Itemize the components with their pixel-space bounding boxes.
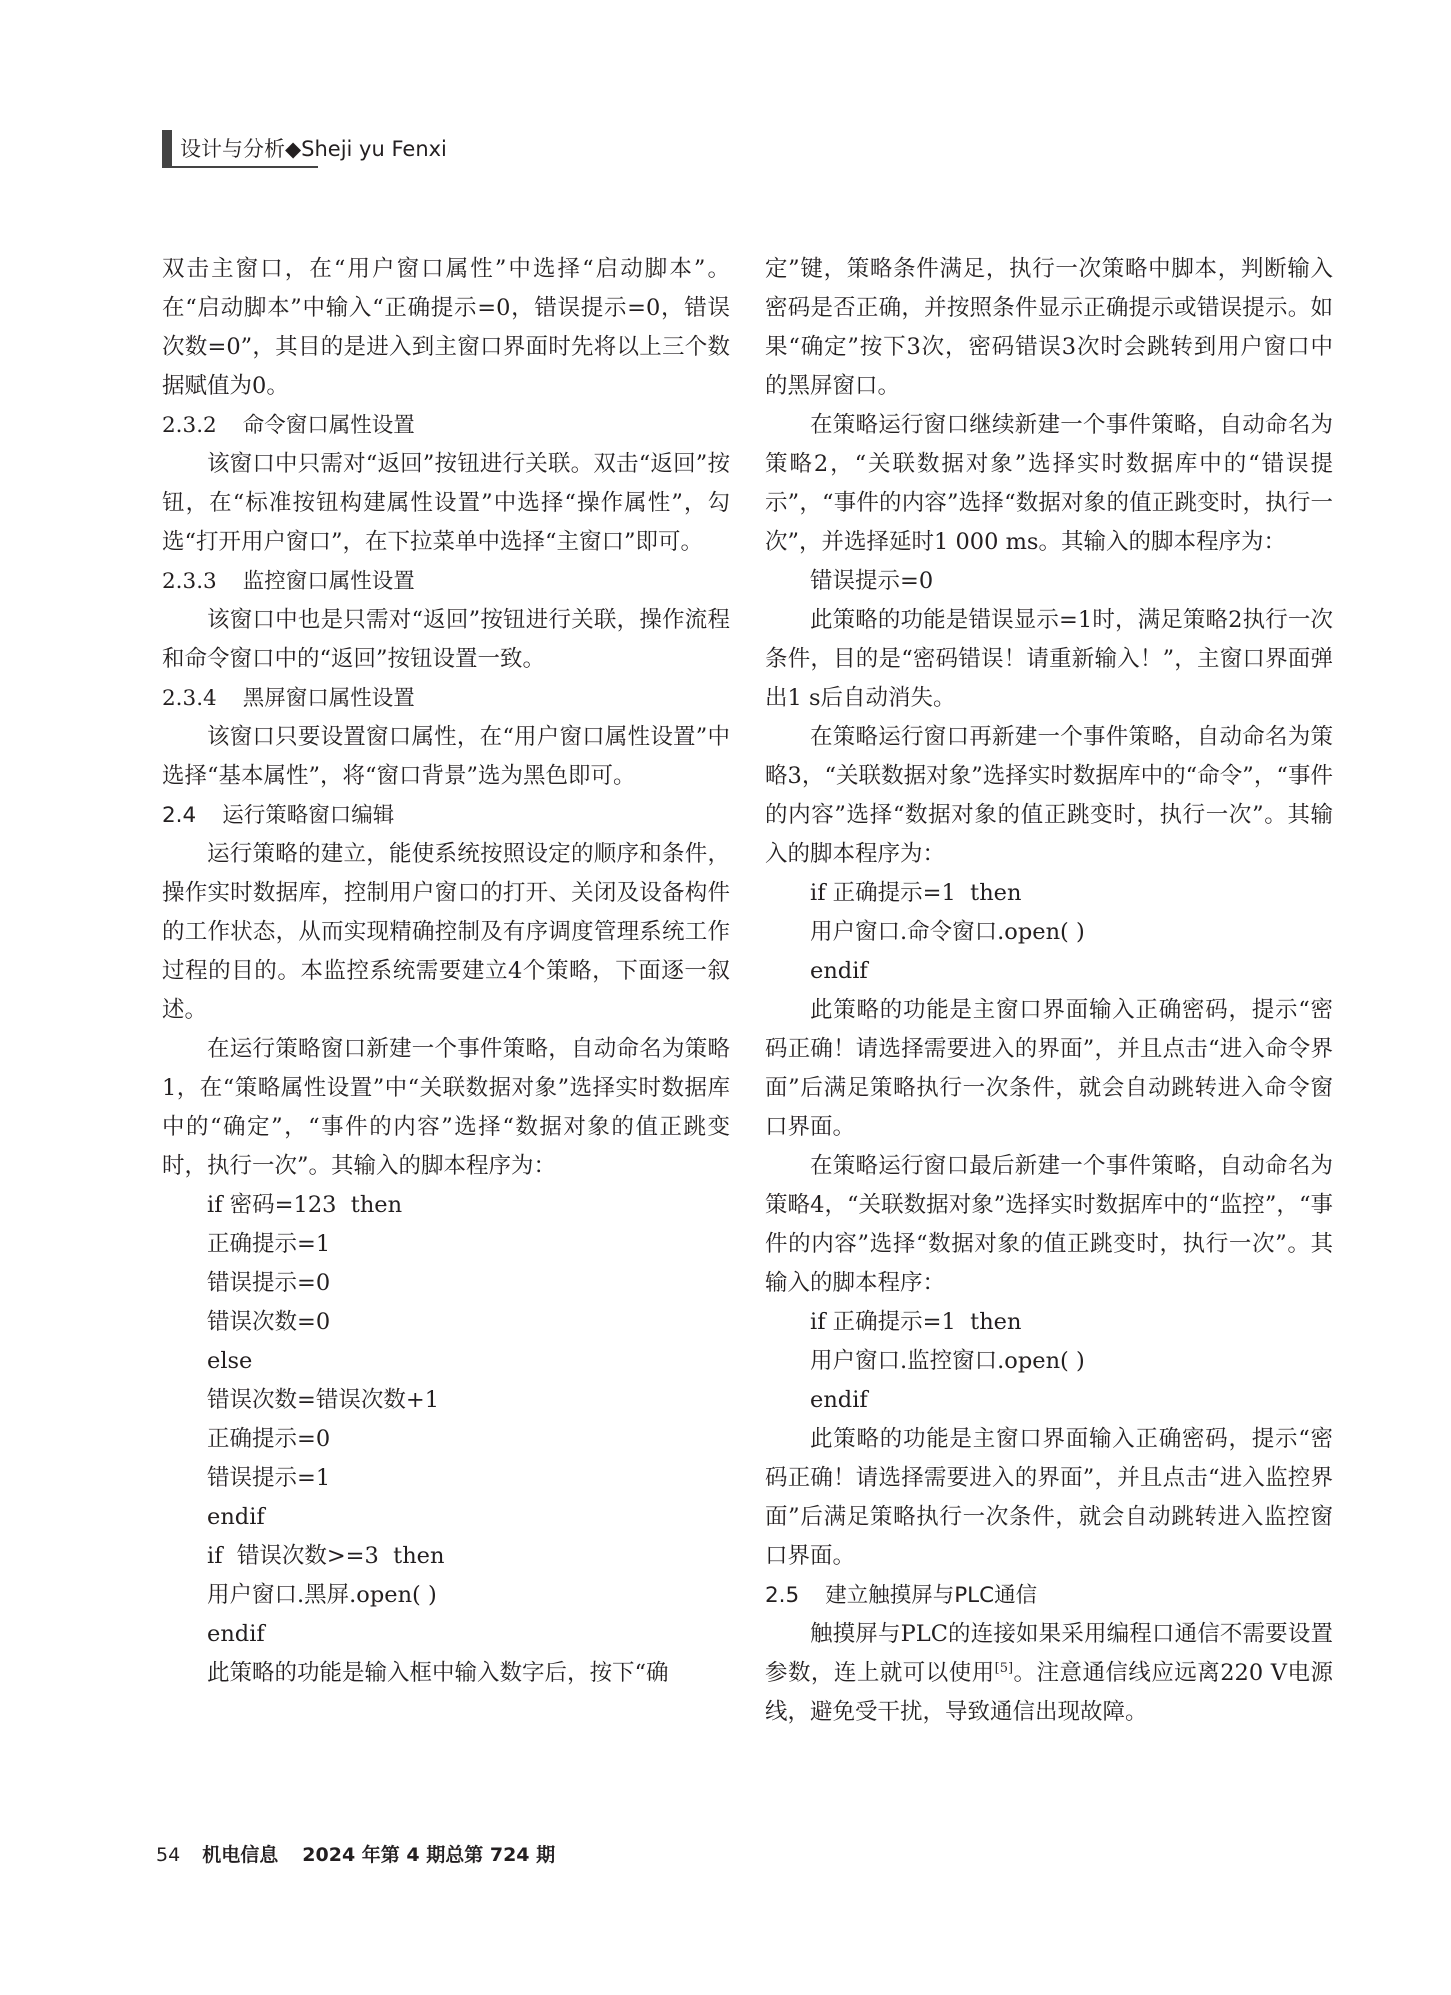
heading-number: 2.3.3 <box>162 569 217 594</box>
paragraph <box>162 445 730 562</box>
paragraph-text: 此策略的功能是错误显示=1时，满足策略2执行一次条件，目的是“密码错误！请重新输入！”，主窗口界面弹出1 s后自动消失。 <box>765 607 1333 711</box>
paragraph-text: 触摸屏与PLC的连接如果采用编程口通信不需要设置参数，连上就可以使用 <box>765 1621 1333 1686</box>
script-line: if 密码=123 then <box>207 1192 403 1218</box>
paragraph-text: 在策略运行窗口继续新建一个事件策略，自动命名为策略2，“关联数据对象”选择实时数据库中的“错误提示”，“事件的内容”选择“数据对象的值正跳变时，执行一次”，并选择延时1 000 ms。其输入的脚本程序为： <box>765 412 1333 555</box>
paragraph <box>765 718 1333 874</box>
paragraph <box>162 250 730 406</box>
heading-number: 2.4 <box>162 803 197 828</box>
paragraph <box>765 250 1333 406</box>
script-line: 错误次数=错误次数+1 <box>207 1387 440 1413</box>
script-line: 用户窗口.命令窗口.open( ) <box>810 919 1085 945</box>
script-line: endif <box>810 958 868 984</box>
paragraph-text: 该窗口只要设置窗口属性，在“用户窗口属性设置”中选择“基本属性”，将“窗口背景”选为黑色即可。 <box>162 724 730 789</box>
paragraph <box>765 601 1333 718</box>
script-line: else <box>207 1348 253 1374</box>
heading-title: 命令窗口属性设置 <box>242 413 415 438</box>
paragraph-text: 在策略运行窗口最后新建一个事件策略，自动命名为策略4，“关联数据对象”选择实时数据库中的“监控”，“事件的内容”选择“数据对象的值正跳变时，执行一次”。其输入的脚本程序： <box>765 1153 1333 1296</box>
paragraph <box>765 1615 1333 1732</box>
script-line: 错误提示=0 <box>207 1270 331 1296</box>
subsection-heading <box>162 406 730 445</box>
journal-name: 机电信息 <box>202 1844 279 1866</box>
citation-marker: [5] <box>994 1661 1014 1676</box>
paragraph-text: 此策略的功能是主窗口界面输入正确密码，提示“密码正确！请选择需要进入的界面”，并且点击“进入命令界面”后满足策略执行一次条件，就会自动跳转进入命令窗口界面。 <box>765 997 1333 1140</box>
script-line: 错误提示=0 <box>810 568 934 594</box>
paragraph <box>765 1147 1333 1303</box>
paragraph-text-tail: 。注意通信线应远离220 V电源线，避免受干扰，导致通信出现故障。 <box>765 1660 1333 1725</box>
script-line: 错误提示=1 <box>207 1465 331 1491</box>
heading-title: 黑屏窗口属性设置 <box>242 686 415 711</box>
paragraph-text: 定”键，策略条件满足，执行一次策略中脚本，判断输入密码是否正确，并按照条件显示正确提示或错误提示。如果“确定”按下3次，密码错误3次时会跳转到用户窗口中的黑屏窗口。 <box>765 256 1333 399</box>
heading-number: 2.3.4 <box>162 686 217 711</box>
heading-title: 监控窗口属性设置 <box>242 569 415 594</box>
paragraph <box>162 1030 730 1186</box>
paragraph <box>765 406 1333 562</box>
heading-title: 建立触摸屏与PLC通信 <box>825 1583 1038 1608</box>
paragraph-text: 该窗口中也是只需对“返回”按钮进行关联，操作流程和命令窗口中的“返回”按钮设置一致。 <box>162 607 730 672</box>
script-line: 错误次数=0 <box>207 1309 331 1335</box>
right-column <box>765 250 1333 1732</box>
script-line: 正确提示=0 <box>207 1426 331 1452</box>
paragraph-text: 此策略的功能是输入框中输入数字后，按下“确 <box>207 1660 669 1686</box>
script-line: if 正确提示=1 then <box>810 880 1022 906</box>
paragraph-text: 该窗口中只需对“返回”按钮进行关联。双击“返回”按钮，在“标准按钮构建属性设置”中选择“操作属性”，勾选“打开用户窗口”，在下拉菜单中选择“主窗口”即可。 <box>162 451 730 555</box>
subsection-heading <box>162 562 730 601</box>
script-line: 用户窗口.监控窗口.open( ) <box>810 1348 1085 1374</box>
paragraph <box>162 1654 730 1693</box>
heading-number: 2.3.2 <box>162 413 217 438</box>
section-heading <box>765 1576 1333 1615</box>
paragraph <box>162 718 730 796</box>
paragraph <box>765 1420 1333 1576</box>
header-bar <box>162 130 172 166</box>
header-section: 设计与分析◆Sheji yu Fenxi <box>180 137 447 161</box>
heading-title: 运行策略窗口编辑 <box>222 803 395 828</box>
paragraph <box>162 835 730 1030</box>
script-line: endif <box>207 1621 265 1647</box>
subsection-heading <box>162 679 730 718</box>
paragraph-text: 在策略运行窗口再新建一个事件策略，自动命名为策略3，“关联数据对象”选择实时数据库中的“命令”，“事件的内容”选择“数据对象的值正跳变时，执行一次”。其输入的脚本程序为： <box>765 724 1333 867</box>
script-line: endif <box>810 1387 868 1413</box>
script-line: 用户窗口.黑屏.open( ) <box>207 1582 437 1608</box>
paragraph-text: 双击主窗口，在“用户窗口属性”中选择“启动脚本”。在“启动脚本”中输入“正确提示=0，错误提示=0，错误次数=0”，其目的是进入到主窗口界面时先将以上三个数据赋值为0。 <box>162 256 730 399</box>
page-footer <box>156 1840 555 1867</box>
heading-number: 2.5 <box>765 1583 800 1608</box>
header-rule <box>162 166 318 168</box>
page-number: 54 <box>156 1844 181 1866</box>
script-line: if 错误次数>=3 then <box>207 1543 445 1569</box>
section-heading <box>162 796 730 835</box>
script-line: endif <box>207 1504 265 1530</box>
issue-info: 2024 年第 4 期总第 724 期 <box>302 1844 556 1866</box>
paragraph-text: 此策略的功能是主窗口界面输入正确密码，提示“密码正确！请选择需要进入的界面”，并且点击“进入监控界面”后满足策略执行一次条件，就会自动跳转进入监控窗口界面。 <box>765 1426 1333 1569</box>
paragraph-text: 运行策略的建立，能使系统按照设定的顺序和条件，操作实时数据库，控制用户窗口的打开、关闭及设备构件的工作状态，从而实现精确控制及有序调度管理系统工作过程的目的。本监控系统需要建立4个策略，下面逐一叙述。 <box>162 841 730 1023</box>
paragraph <box>765 991 1333 1147</box>
script-line: if 正确提示=1 then <box>810 1309 1022 1335</box>
left-column <box>162 250 730 1693</box>
paragraph-text: 在运行策略窗口新建一个事件策略，自动命名为策略1，在“策略属性设置”中“关联数据对象”选择实时数据库中的“确定”，“事件的内容”选择“数据对象的值正跳变时，执行一次”。其输入的脚本程序为： <box>162 1036 730 1179</box>
script-line: 正确提示=1 <box>207 1231 331 1257</box>
running-header <box>162 128 447 168</box>
paragraph <box>162 601 730 679</box>
